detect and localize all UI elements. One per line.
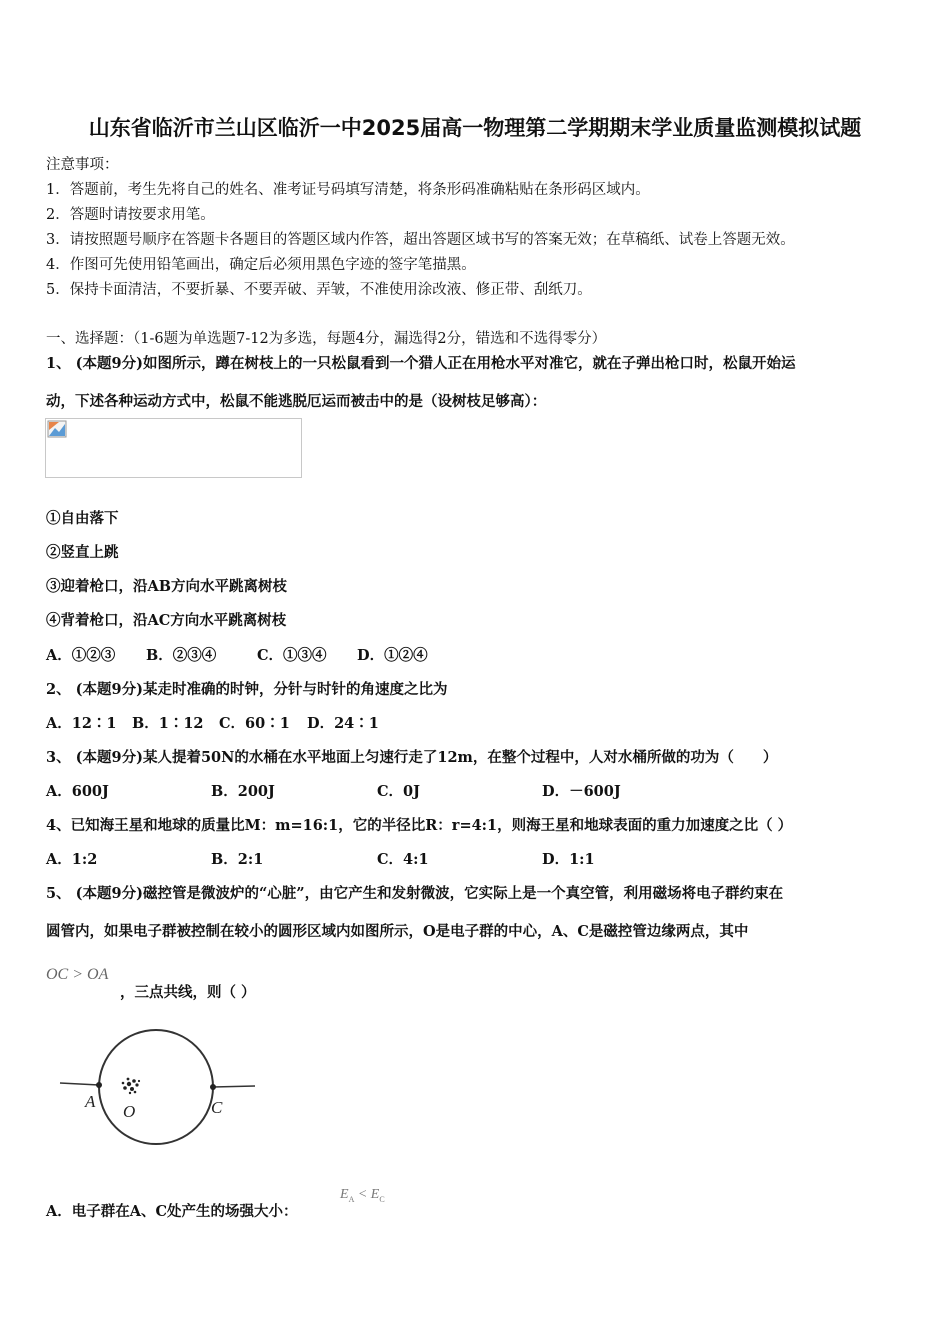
notice-item: 5．保持卡面清洁，不要折暴、不要弄破、弄皱，不准使用涂改液、修正带、刮纸刀。 bbox=[46, 282, 592, 298]
q5-magnetron-diagram bbox=[55, 1025, 265, 1155]
q2-option-c: C．60∶1 bbox=[219, 715, 290, 732]
notice-item: 3．请按照题号顺序在答题卡各题目的答题区域内作答，超出答题区域书写的答案无效；在草稿纸、试卷上答题无效。 bbox=[46, 232, 795, 248]
right-lead-line bbox=[213, 1086, 255, 1087]
q2-option-a: A．12∶1 bbox=[46, 715, 117, 732]
q3-option-d: D．－600J bbox=[542, 783, 621, 800]
notice-heading: 注意事项： bbox=[46, 157, 119, 173]
notice-item: 4．作图可先使用铅笔画出，确定后必须用黑色字迹的签字笔描黑。 bbox=[46, 257, 476, 273]
q2-option-b: B．1∶12 bbox=[132, 715, 204, 732]
q1-option-a: A．①②③ bbox=[46, 647, 116, 664]
q4-option-c: C．4:1 bbox=[377, 851, 429, 868]
electron-cluster bbox=[122, 1078, 140, 1095]
label-c: C bbox=[211, 1098, 223, 1117]
page-title: 山东省临沂市兰山区临沂一中2025届高一物理第二学期期末学业质量监测模拟试题 bbox=[88, 116, 862, 140]
q5-option-a-formula: $E_A < E_C$ bbox=[340, 1187, 385, 1204]
q5-stem-line2: 圆管内，如果电子群被控制在较小的圆形区域内如图所示，O是电子群的中心，A、C是磁控管边缘两点，其中 bbox=[46, 923, 749, 940]
q2-stem: 2、 (本题9分)某走时准确的时钟，分针与时针的角速度之比为 bbox=[46, 681, 448, 698]
label-o: O bbox=[123, 1102, 136, 1121]
notice-item: 2．答题时请按要求用笔。 bbox=[46, 207, 215, 223]
point-a-marker bbox=[96, 1082, 102, 1088]
section-heading: 一、选择题：（1-6题为单选题7-12为多选，每题4分，漏选得2分，错选和不选得零分） bbox=[46, 331, 607, 347]
q4-option-b: B．2:1 bbox=[211, 851, 264, 868]
q1-figure-placeholder bbox=[45, 418, 302, 478]
q1-option-b: B．②③④ bbox=[146, 647, 217, 664]
q4-stem: 4、已知海王星和地球的质量比M：m=16:1，它的半径比R：r=4:1，则海王星和地球表面的重力加速度之比（ ） bbox=[46, 817, 793, 834]
q3-option-c: C．0J bbox=[377, 783, 420, 800]
q3-option-b: B．200J bbox=[211, 783, 275, 800]
q1-option-d: D．①②④ bbox=[357, 647, 428, 664]
point-c-marker bbox=[210, 1084, 216, 1090]
left-lead-line bbox=[60, 1083, 99, 1085]
q4-option-d: D．1:1 bbox=[542, 851, 595, 868]
q2-option-d: D．24∶1 bbox=[307, 715, 379, 732]
q1-item: ②竖直上跳 bbox=[46, 544, 119, 561]
q1-option-c: C．①③④ bbox=[257, 647, 327, 664]
broken-image-icon bbox=[47, 420, 67, 438]
q3-option-a: A．600J bbox=[46, 783, 109, 800]
q1-item: ④背着枪口，沿AC方向水平跳离树枝 bbox=[46, 612, 287, 629]
q3-stem: 3、 (本题9分)某人提着50N的水桶在水平地面上匀速行走了12m，在整个过程中，人对水桶所做的功为（ ） bbox=[46, 749, 778, 766]
magnetron-circle bbox=[99, 1030, 213, 1144]
q5-stem-tail: ，三点共线，则（ ） bbox=[120, 984, 256, 1001]
q5-stem-line1: 5、 (本题9分)磁控管是微波炉的“心脏”，由它产生和发射微波，它实际上是一个真空管，利用磁场将电子群约束在 bbox=[46, 885, 784, 902]
notice-item: 1．答题前，考生先将自己的姓名、准考证号码填写清楚，将条形码准确粘贴在条形码区域内。 bbox=[46, 182, 650, 198]
q1-item: ①自由落下 bbox=[46, 510, 119, 527]
q1-item: ③迎着枪口，沿AB方向水平跳离树枝 bbox=[46, 578, 288, 595]
q5-option-a: A．电子群在A、C处产生的场强大小： bbox=[46, 1203, 298, 1220]
q1-stem-line1: 1、 (本题9分)如图所示，蹲在树枝上的一只松鼠看到一个猎人正在用枪水平对准它，就在子弹出枪口时，松鼠开始运 bbox=[46, 355, 796, 372]
q4-option-a: A．1:2 bbox=[46, 851, 98, 868]
q5-inequality: OC > OA bbox=[46, 966, 109, 983]
q1-stem-line2: 动，下述各种运动方式中，松鼠不能逃脱厄运而被击中的是（设树枝足够高）： bbox=[46, 393, 547, 410]
label-a: A bbox=[85, 1092, 96, 1111]
